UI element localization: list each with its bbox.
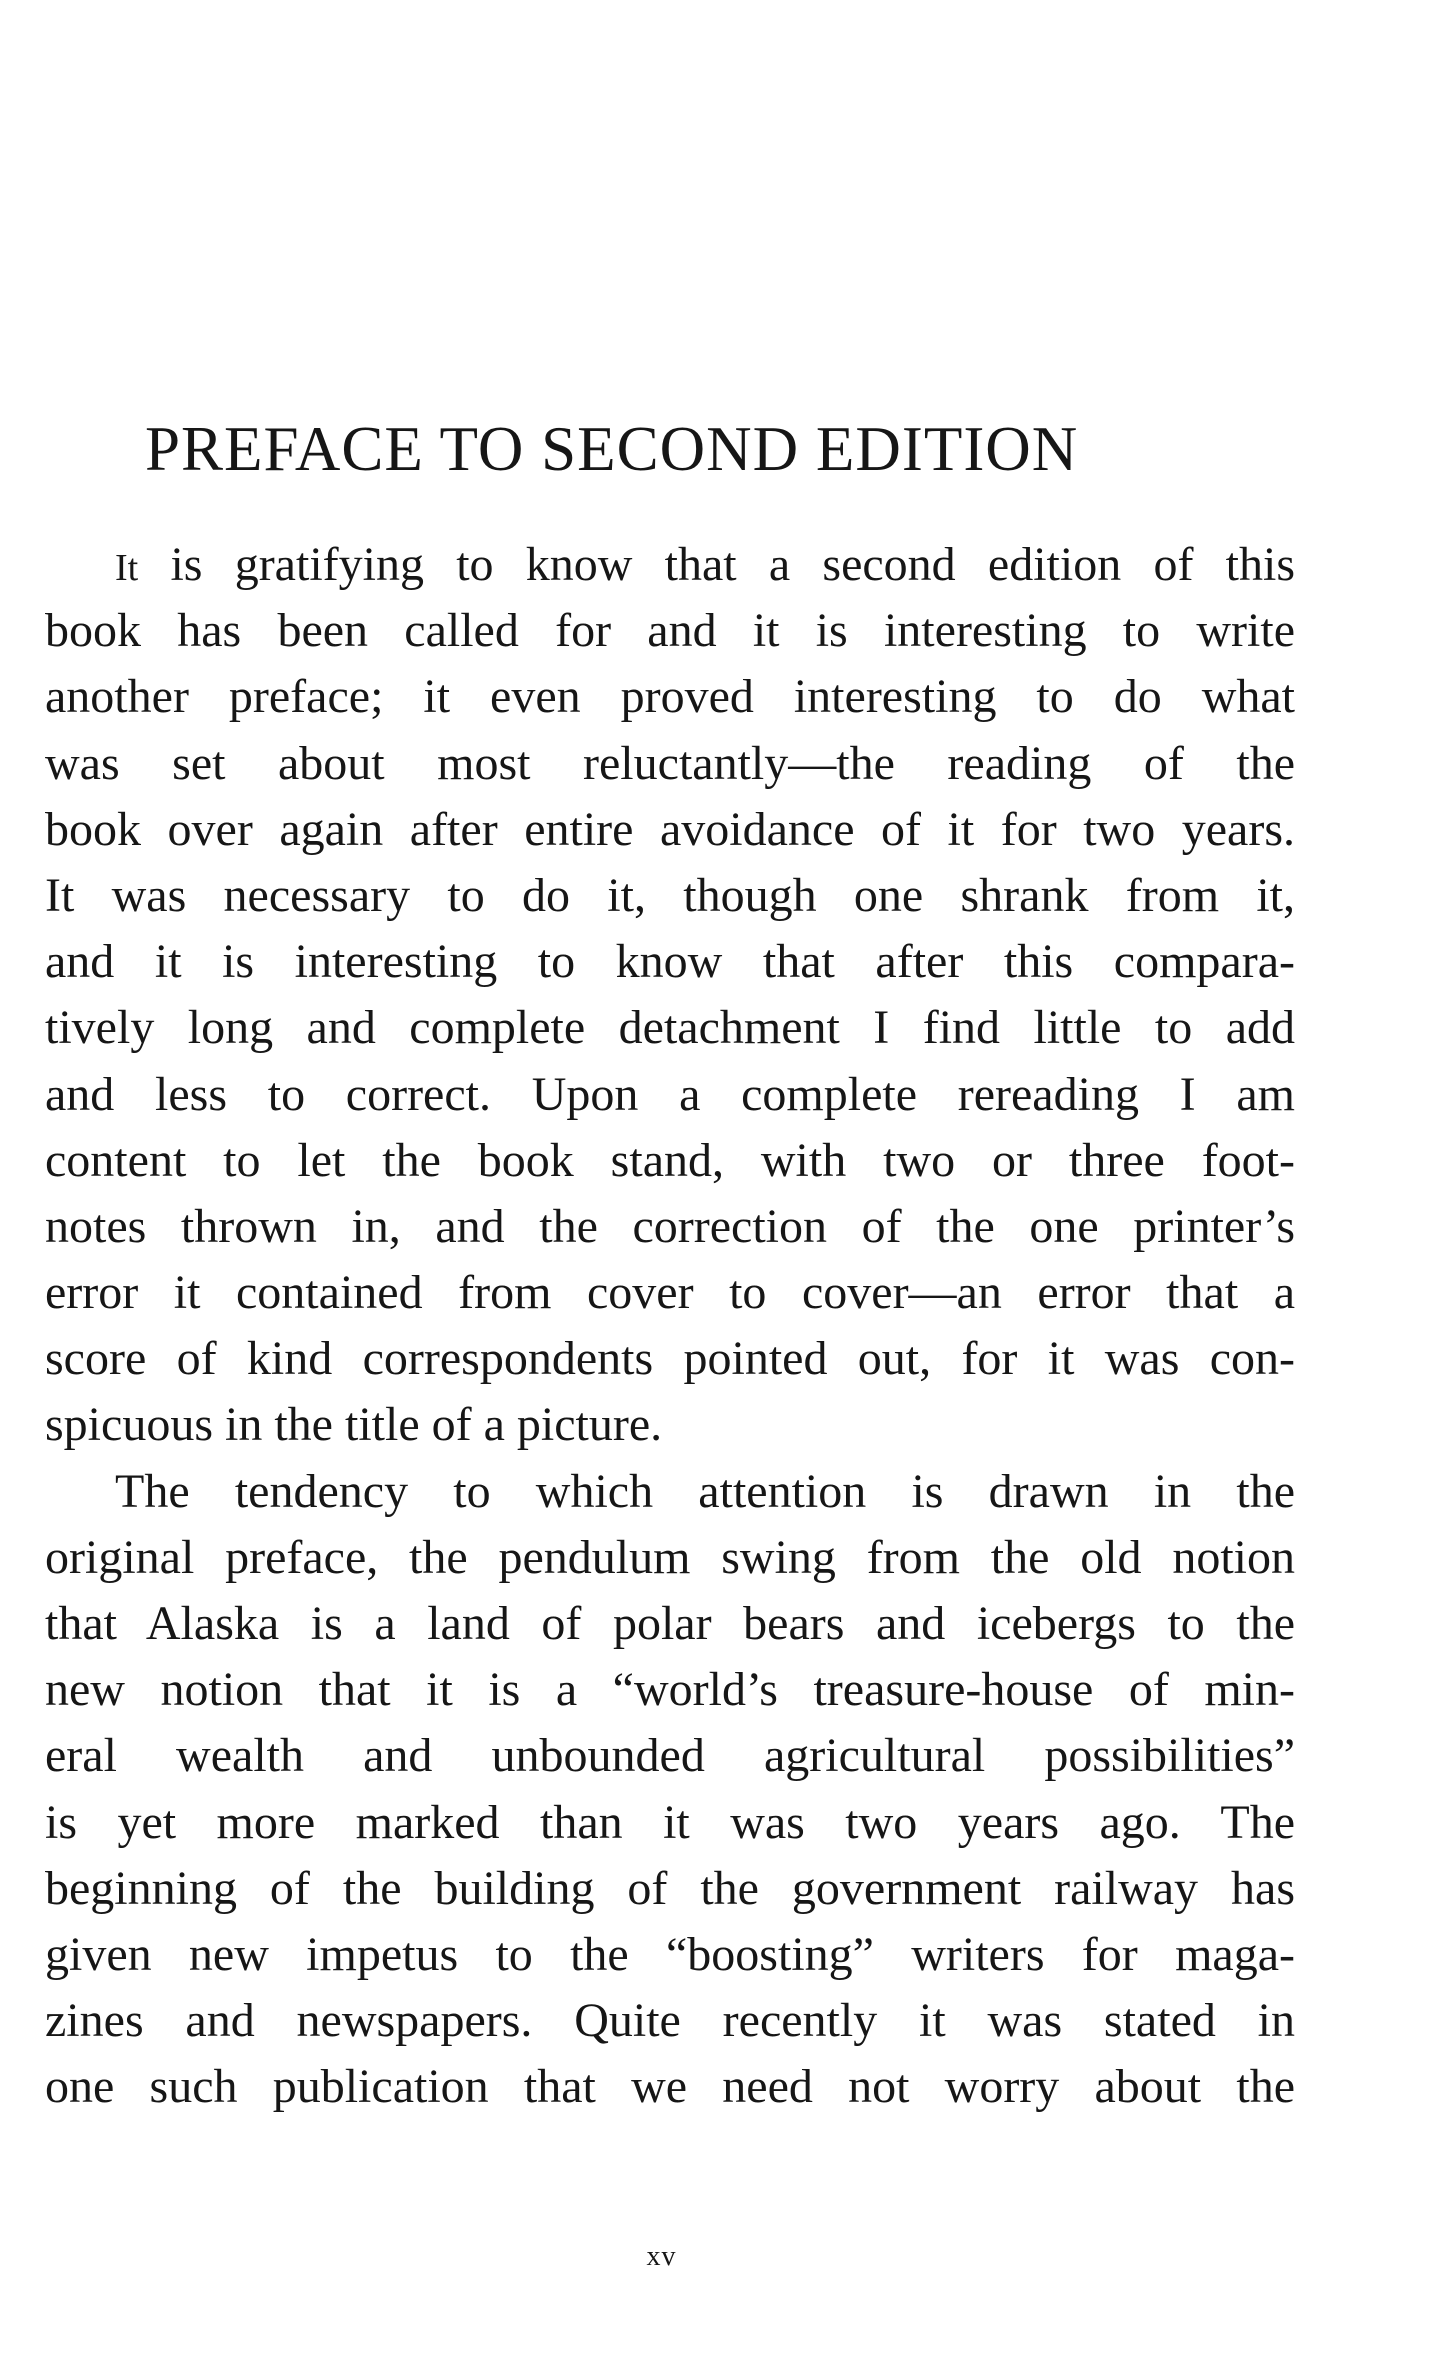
- text-line: content to let the book stand, with two or three foot-: [45, 1133, 1295, 1187]
- text-line: It was necessary to do it, though one shrank from it,: [45, 868, 1295, 922]
- text-line: one such publication that we need not worry about the: [45, 2060, 1295, 2114]
- text-line: score of kind correspondents pointed out, for it was con-: [45, 1332, 1295, 1386]
- text-line: [45, 532, 1295, 598]
- text-line: notes thrown in, and the correction of the one printer’s: [45, 1199, 1295, 1253]
- text-line: book over again after entire avoidance of it for two years.: [45, 802, 1295, 856]
- text-line: that Alaska is a land of polar bears and icebergs to the: [45, 1597, 1295, 1650]
- text-line: zines and newspapers. Quite recently it was stated in: [45, 1994, 1295, 2048]
- text-line: and less to correct. Upon a complete rereading I am: [45, 1067, 1295, 1121]
- text-line: error it contained from cover to cover—an error that a: [45, 1266, 1295, 1320]
- text-line: tively long and complete detachment I find little to add: [45, 1001, 1295, 1055]
- text-line: spicuous in the title of a picture.: [45, 1398, 663, 1452]
- small-caps-lead: It: [115, 547, 139, 589]
- text-line: given new impetus to the “boosting” writers for maga-: [45, 1927, 1295, 1981]
- text-line: book has been called for and it is interesting to write: [45, 604, 1295, 658]
- text-line: The tendency to which attention is drawn in the: [115, 1464, 1295, 1518]
- page-title: PREFACE TO SECOND EDITION: [145, 414, 1079, 484]
- text-line: another preface; it even proved interesting to do what: [45, 670, 1295, 724]
- line-text: is gratifying to know that a second edition of this: [138, 538, 1295, 591]
- text-line: was set about most reluctantly—the reading of the: [45, 736, 1295, 790]
- text-line: original preface, the pendulum swing from the old notion: [45, 1530, 1295, 1584]
- text-line: beginning of the building of the government railway has: [45, 1861, 1295, 1915]
- text-line: new notion that it is a “world’s treasure-house of min-: [45, 1663, 1295, 1717]
- page-number: xv: [646, 2241, 677, 2272]
- text-line: is yet more marked than it was two years ago. The: [45, 1795, 1295, 1849]
- text-line: eral wealth and unbounded agricultural possibilities”: [45, 1729, 1295, 1783]
- body-text: [45, 532, 1295, 2121]
- text-line: and it is interesting to know that after this compara-: [45, 935, 1295, 989]
